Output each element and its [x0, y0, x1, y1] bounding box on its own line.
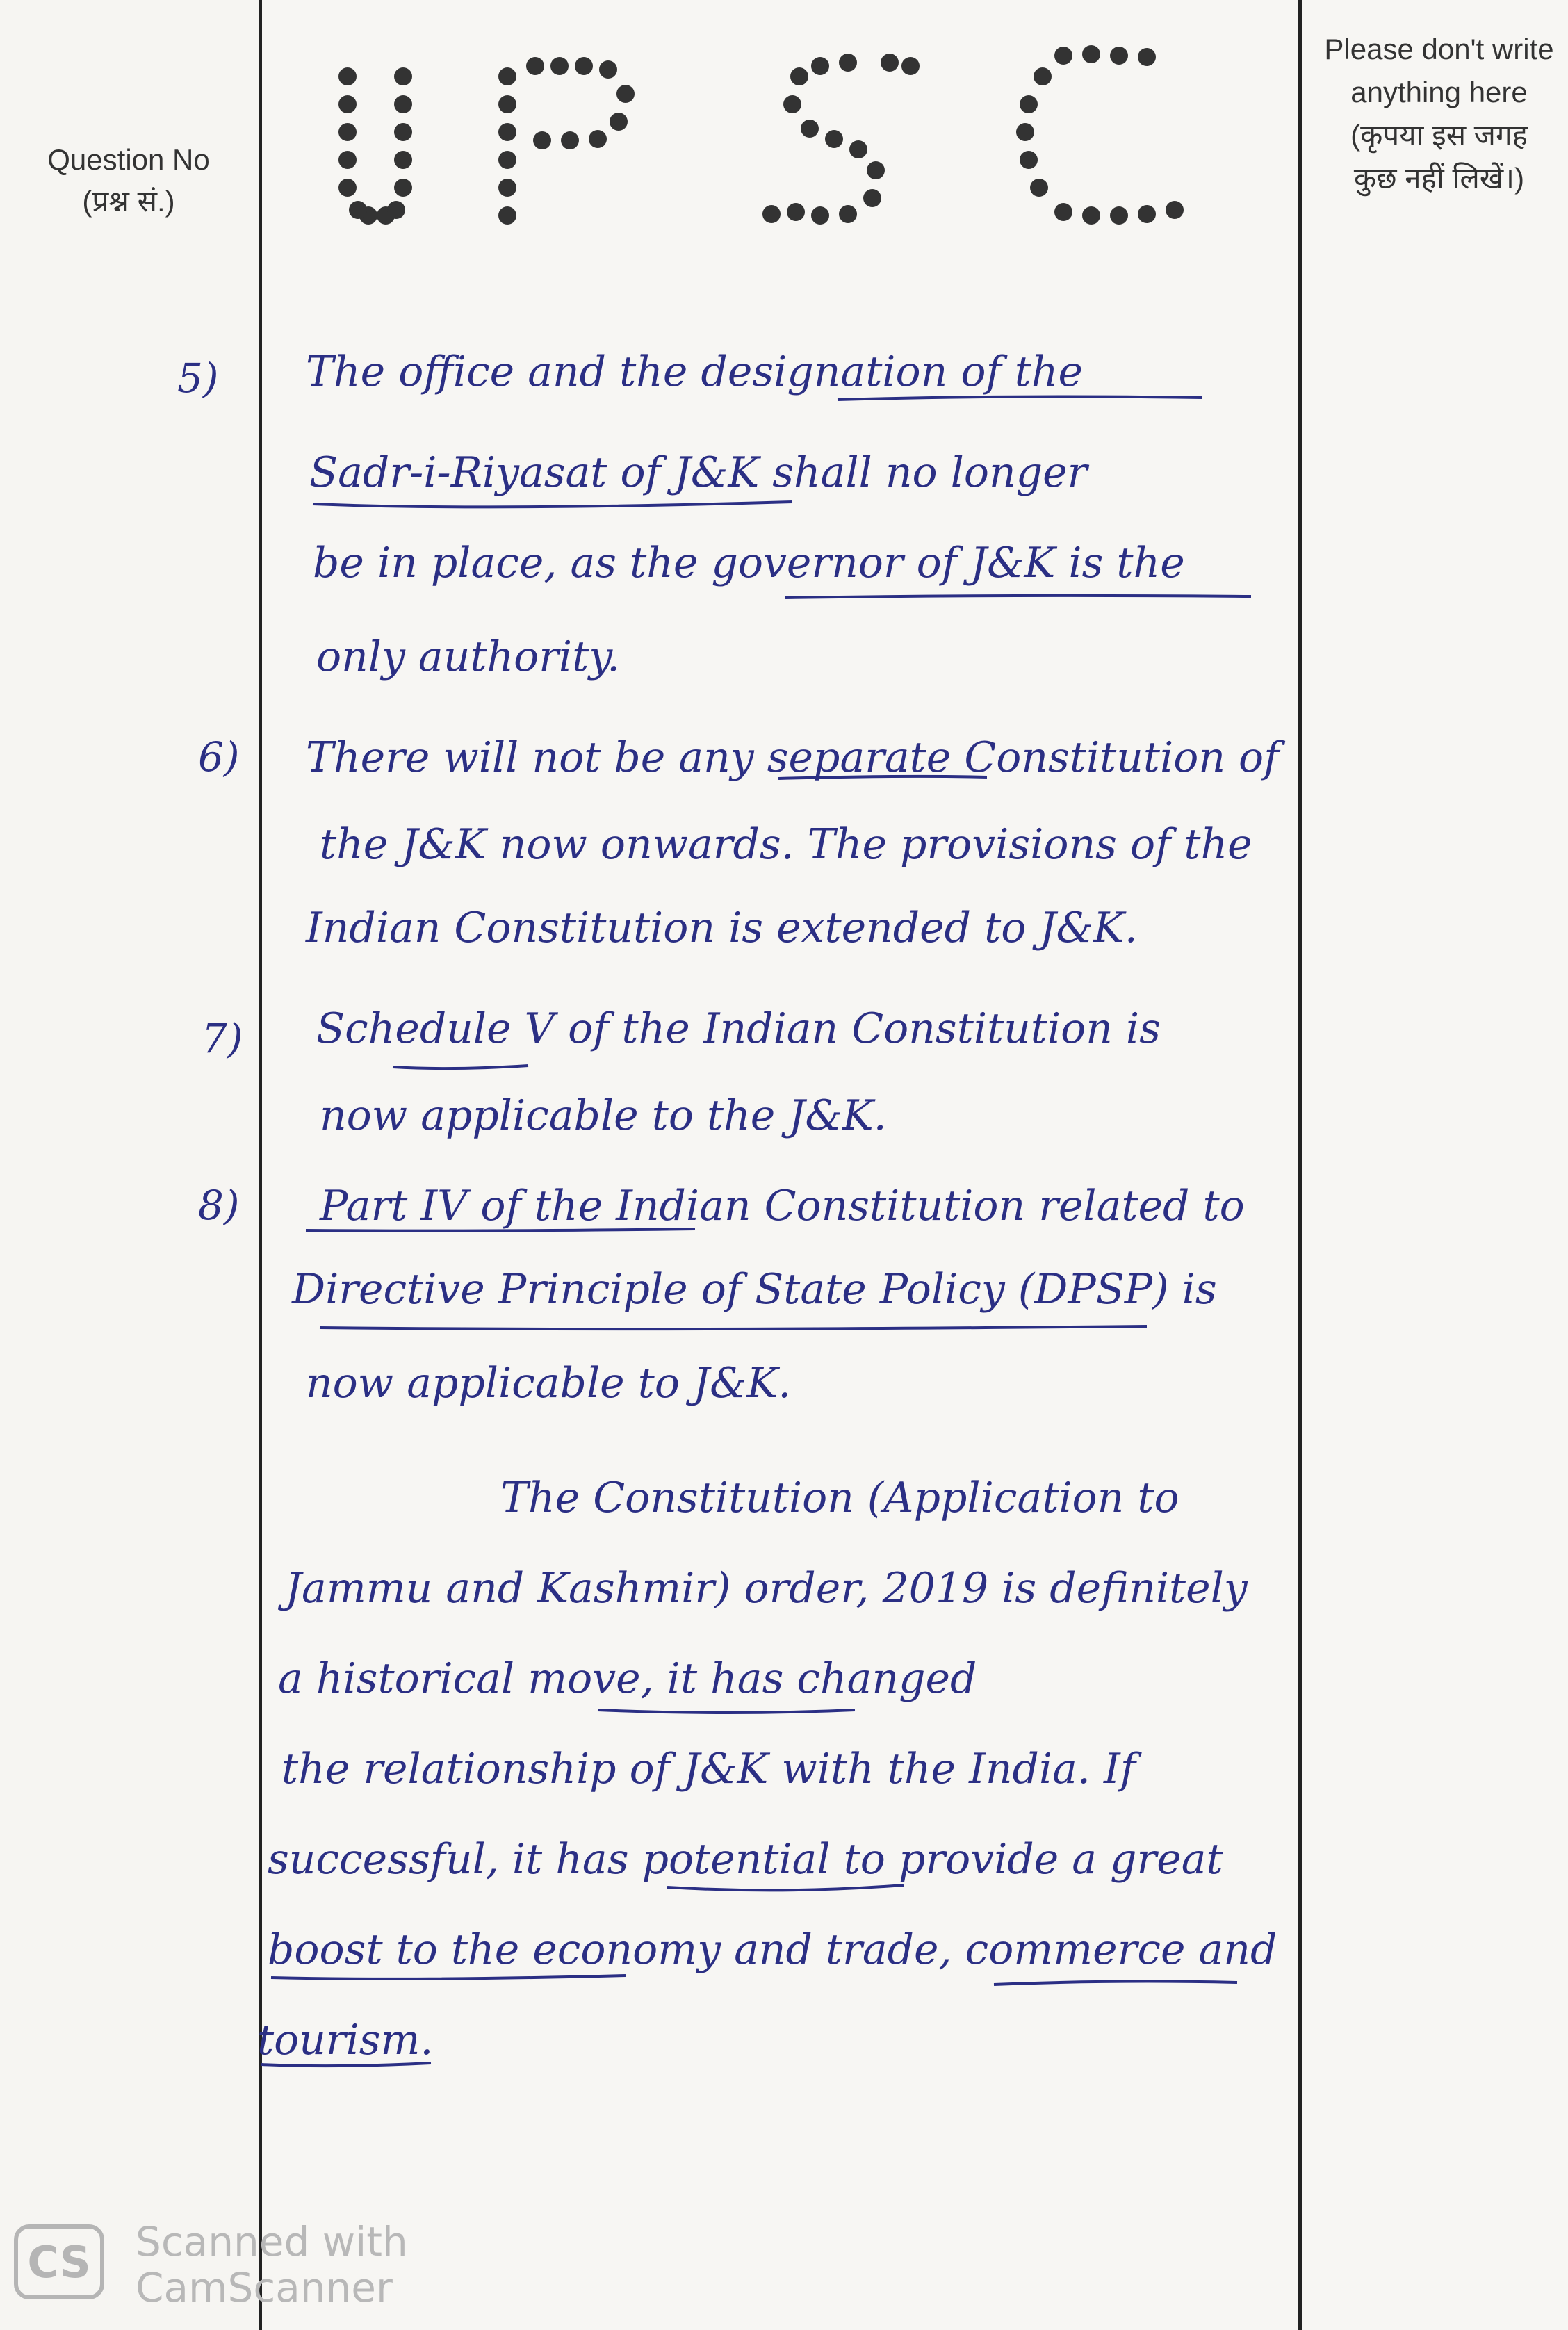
note-line-3: (कृपया इस जगह: [1350, 119, 1528, 152]
answer-line-12: now applicable to J&K.: [306, 1359, 792, 1408]
answer-line-8: Schedule V of the Indian Constitution is: [316, 1004, 1161, 1053]
answer-line-14: Jammu and Kashmir) order, 2019 is definitely: [285, 1564, 1248, 1613]
point-number-6: 6): [198, 733, 240, 781]
watermark-line-2: CamScanner: [136, 2264, 393, 2311]
camscanner-watermark: [136, 2219, 408, 2311]
point-number-8: 8): [198, 1182, 240, 1229]
note-line-1: Please don't write: [1324, 33, 1554, 65]
point-number-5: 5): [177, 355, 219, 402]
answer-line-7: Indian Constitution is extended to J&K.: [306, 904, 1138, 952]
note-line-2: anything here: [1350, 76, 1528, 108]
answer-line-1: The office and the designation of the: [306, 348, 1083, 396]
question-no-english: Question No: [47, 143, 210, 176]
point-number-7: 7): [202, 1015, 243, 1062]
answer-line-16: the relationship of J&K with the India. If: [281, 1745, 1136, 1793]
answer-line-2: Sadr-i-Riyasat of J&K shall no longer: [309, 448, 1088, 497]
answer-line-9: now applicable to the J&K.: [320, 1091, 887, 1140]
answer-line-5: There will not be any separate Constitution of: [306, 733, 1280, 782]
answer-line-3: be in place, as the governor of J&K is the: [313, 539, 1185, 587]
answer-line-6: the J&K now onwards. The provisions of the: [320, 820, 1252, 869]
answer-line-17: successful, it has potential to provide a great: [268, 1835, 1223, 1884]
answer-line-11: Directive Principle of State Policy (DPSP) is: [292, 1265, 1217, 1314]
answer-line-15: a historical move, it has changed: [278, 1654, 977, 1703]
watermark-line-1: Scanned with: [136, 2218, 408, 2265]
answer-line-13: The Constitution (Application to: [500, 1474, 1179, 1522]
camscanner-badge: CS: [14, 2224, 104, 2299]
answer-line-10: Part IV of the Indian Constitution related to: [320, 1182, 1245, 1230]
answer-line-4: only authority.: [316, 633, 621, 681]
answer-line-19: tourism.: [257, 2016, 434, 2064]
note-line-4: कुछ नहीं लिखें।): [1353, 162, 1525, 195]
question-no-hindi: (प्रश्न सं.): [82, 185, 175, 218]
answer-line-18: boost to the economy and trade, commerce and: [268, 1925, 1277, 1974]
